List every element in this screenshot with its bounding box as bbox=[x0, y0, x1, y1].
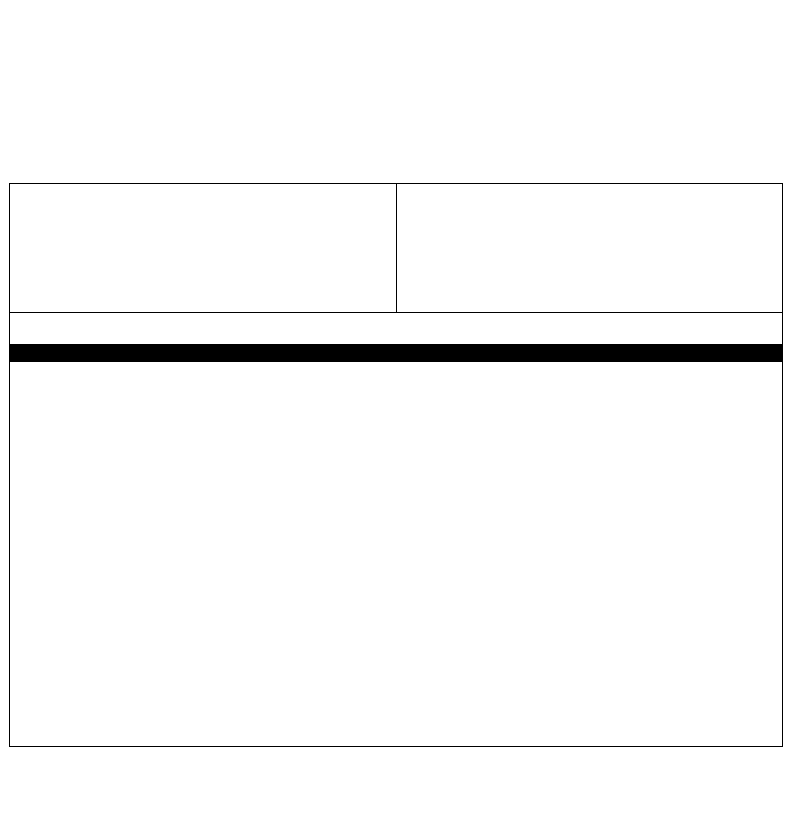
schedule-header bbox=[10, 344, 782, 362]
deposit-line bbox=[10, 313, 782, 315]
info-table bbox=[10, 184, 782, 313]
deposit-note bbox=[10, 313, 782, 344]
info-column-divider bbox=[396, 184, 397, 312]
team-info-frame bbox=[9, 183, 783, 747]
